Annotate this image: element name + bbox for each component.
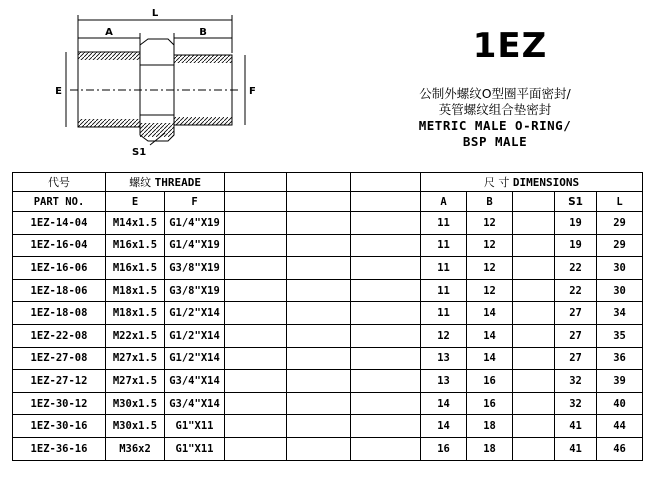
header-col-b: B [467, 192, 513, 212]
cell-e: M16x1.5 [106, 257, 165, 280]
description-cn-line1: 公制外螺纹O型圈平面密封/ [419, 86, 571, 101]
description-en-line2: BSP MALE [462, 134, 528, 149]
cell-f: G1/2"X14 [165, 347, 225, 370]
cell-a: 12 [421, 324, 467, 347]
cell-part-no: 1EZ-16-06 [13, 257, 106, 280]
cell-f: G1"X11 [165, 415, 225, 438]
header-dim-cn: 尺 寸 [483, 176, 510, 189]
cell-blank [351, 347, 421, 370]
cell-e: M18x1.5 [106, 302, 165, 325]
table-row [13, 415, 643, 438]
cell-blank [513, 279, 555, 302]
cell-a: 11 [421, 302, 467, 325]
cell-blank [351, 279, 421, 302]
cell-blank [287, 212, 351, 235]
cell-blank [351, 415, 421, 438]
table-row [13, 302, 643, 325]
dim-e-label: E [55, 86, 62, 97]
cell-a: 14 [421, 392, 467, 415]
header-dimensions [421, 173, 643, 192]
header-blank [351, 192, 421, 212]
cell-part-no: 1EZ-22-08 [13, 324, 106, 347]
cell-part-no: 1EZ-27-08 [13, 347, 106, 370]
header-blank [513, 192, 555, 212]
cell-s1: 19 [555, 234, 597, 257]
header-row-1 [13, 173, 643, 192]
cell-l: 39 [597, 370, 643, 393]
cell-b: 12 [467, 279, 513, 302]
cell-e: M30x1.5 [106, 415, 165, 438]
cell-blank [225, 324, 287, 347]
cell-b: 18 [467, 437, 513, 460]
cell-part-no: 1EZ-30-12 [13, 392, 106, 415]
cell-s1: 41 [555, 415, 597, 438]
cell-l: 34 [597, 302, 643, 325]
cell-blank [287, 370, 351, 393]
cell-b: 14 [467, 302, 513, 325]
cell-b: 16 [467, 392, 513, 415]
cell-blank [225, 437, 287, 460]
cell-blank [287, 257, 351, 280]
spec-table [12, 172, 643, 461]
cell-part-no: 1EZ-18-08 [13, 302, 106, 325]
cell-blank [513, 347, 555, 370]
dim-b-label: B [199, 27, 207, 38]
cell-f: G1/2"X14 [165, 324, 225, 347]
cell-l: 35 [597, 324, 643, 347]
cell-f: G1/4"X19 [165, 234, 225, 257]
cell-l: 40 [597, 392, 643, 415]
cell-a: 11 [421, 234, 467, 257]
cell-blank [287, 234, 351, 257]
cell-part-no: 1EZ-14-04 [13, 212, 106, 235]
table-row [13, 437, 643, 460]
table-row [13, 370, 643, 393]
table-row [13, 279, 643, 302]
cell-e: M27x1.5 [106, 347, 165, 370]
header-thread-cn: 螺纹 [129, 176, 152, 189]
header-col-f: F [165, 192, 225, 212]
cell-blank [351, 392, 421, 415]
cell-a: 14 [421, 415, 467, 438]
cell-f: G3/4"X14 [165, 392, 225, 415]
cell-s1: 27 [555, 324, 597, 347]
cell-blank [225, 370, 287, 393]
cell-blank [225, 392, 287, 415]
dim-f-label: F [249, 86, 256, 97]
cell-blank [225, 212, 287, 235]
cell-a: 11 [421, 279, 467, 302]
description-en-line1: METRIC MALE O-RING/ [418, 118, 572, 133]
cell-f: G1/2"X14 [165, 302, 225, 325]
cell-blank [351, 370, 421, 393]
cell-blank [225, 302, 287, 325]
cell-e: M27x1.5 [106, 370, 165, 393]
cell-s1: 41 [555, 437, 597, 460]
cell-a: 16 [421, 437, 467, 460]
cell-b: 12 [467, 212, 513, 235]
dim-l-label: L [151, 8, 159, 19]
table-row [13, 257, 643, 280]
cell-l: 36 [597, 347, 643, 370]
cell-b: 16 [467, 370, 513, 393]
dim-a-label: A [105, 27, 113, 38]
cell-a: 11 [421, 257, 467, 280]
cell-blank [287, 347, 351, 370]
cell-s1: 32 [555, 370, 597, 393]
cell-e: M36x2 [106, 437, 165, 460]
dim-s1-label: S1 [132, 147, 147, 158]
header-blank [225, 192, 287, 212]
header-blank [225, 173, 287, 192]
cell-blank [513, 212, 555, 235]
cell-b: 12 [467, 234, 513, 257]
table-row [13, 324, 643, 347]
cell-blank [225, 347, 287, 370]
cell-s1: 22 [555, 257, 597, 280]
cell-s1: 22 [555, 279, 597, 302]
table-row [13, 234, 643, 257]
cell-f: G3/8"X19 [165, 279, 225, 302]
cell-blank [351, 234, 421, 257]
header-blank [351, 173, 421, 192]
cell-blank [351, 324, 421, 347]
table-row [13, 347, 643, 370]
header-col-a: A [421, 192, 467, 212]
header-dim-en: DIMENSIONS [512, 176, 580, 189]
header-part-no: PART NO. [13, 192, 106, 212]
cell-blank [513, 234, 555, 257]
cell-e: M16x1.5 [106, 234, 165, 257]
cell-blank [351, 212, 421, 235]
cell-f: G3/8"X19 [165, 257, 225, 280]
cell-blank [351, 257, 421, 280]
cell-l: 44 [597, 415, 643, 438]
cell-blank [351, 302, 421, 325]
header-code: 代号 [13, 173, 106, 192]
cell-blank [287, 324, 351, 347]
cell-a: 11 [421, 212, 467, 235]
cell-b: 18 [467, 415, 513, 438]
cell-l: 30 [597, 279, 643, 302]
cell-b: 12 [467, 257, 513, 280]
header-thread [106, 173, 225, 192]
cell-part-no: 1EZ-18-06 [13, 279, 106, 302]
cell-blank [225, 279, 287, 302]
cell-blank [287, 415, 351, 438]
cell-f: G1"X11 [165, 437, 225, 460]
header-col-l: L [597, 192, 643, 212]
table-row [13, 212, 643, 235]
cell-blank [513, 437, 555, 460]
cell-blank [513, 392, 555, 415]
cell-blank [513, 370, 555, 393]
cell-l: 29 [597, 234, 643, 257]
cell-blank [513, 324, 555, 347]
cell-a: 13 [421, 347, 467, 370]
cell-e: M14x1.5 [106, 212, 165, 235]
header-col-e: E [106, 192, 165, 212]
cell-f: G3/4"X14 [165, 370, 225, 393]
cell-b: 14 [467, 347, 513, 370]
header-blank [287, 192, 351, 212]
cell-s1: 19 [555, 212, 597, 235]
description-cn-line2: 英管螺纹组合垫密封 [438, 102, 552, 117]
cell-e: M18x1.5 [106, 279, 165, 302]
cell-blank [513, 302, 555, 325]
header-thread-en: THREADE [154, 176, 201, 189]
cell-a: 13 [421, 370, 467, 393]
cell-blank [225, 234, 287, 257]
cell-f: G1/4"X19 [165, 212, 225, 235]
cell-blank [225, 257, 287, 280]
cell-blank [287, 392, 351, 415]
cell-s1: 27 [555, 347, 597, 370]
cell-e: M22x1.5 [106, 324, 165, 347]
cell-part-no: 1EZ-27-12 [13, 370, 106, 393]
header-blank [287, 173, 351, 192]
model-title: 1EZ [472, 26, 548, 66]
cell-blank [351, 437, 421, 460]
cell-blank [287, 302, 351, 325]
header-col-s1: S1 [555, 192, 597, 212]
cell-s1: 27 [555, 302, 597, 325]
fitting-drawing [40, 5, 255, 163]
cell-blank [287, 437, 351, 460]
cell-l: 30 [597, 257, 643, 280]
table-row [13, 392, 643, 415]
cell-s1: 32 [555, 392, 597, 415]
cell-blank [287, 279, 351, 302]
cell-e: M30x1.5 [106, 392, 165, 415]
cell-blank [513, 257, 555, 280]
cell-blank [513, 415, 555, 438]
cell-l: 46 [597, 437, 643, 460]
cell-blank [225, 415, 287, 438]
cell-b: 14 [467, 324, 513, 347]
cell-l: 29 [597, 212, 643, 235]
cell-part-no: 1EZ-36-16 [13, 437, 106, 460]
cell-part-no: 1EZ-30-16 [13, 415, 106, 438]
cell-part-no: 1EZ-16-04 [13, 234, 106, 257]
header-row-2 [13, 192, 643, 212]
